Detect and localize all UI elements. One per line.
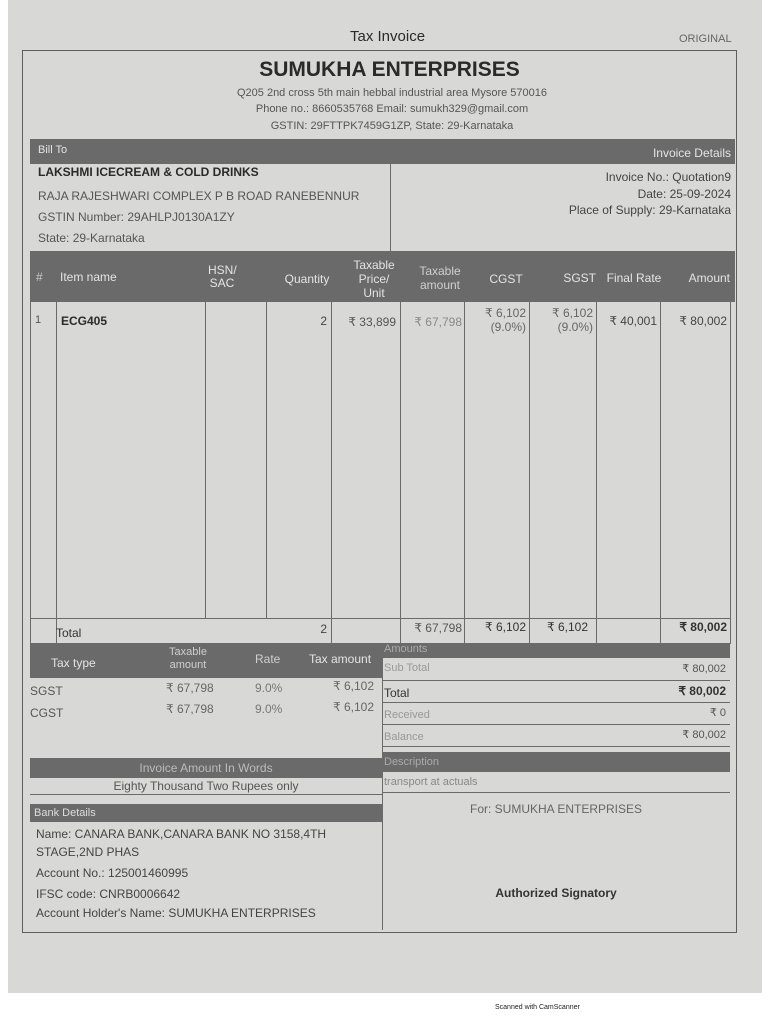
invoice-date: Date: 25-09-2024 [637,187,731,201]
description-heading: Description [384,756,440,768]
tax-amount: ₹ 6,102 [333,679,374,693]
authorized-signatory: Authorized Signatory [495,886,617,900]
bank-ifsc: IFSC code: CNRB0006642 [36,887,181,901]
col-quantity: Quantity [284,272,330,286]
tax-col-type: Tax type [51,656,96,670]
company-gstin: GSTIN: 29FTTPK7459G1ZP, State: 29-Karnataka [270,120,514,132]
billto-gstin: GSTIN Number: 29AHLPJ0130A1ZY [38,210,235,224]
grand-total-label: Total [384,686,410,700]
signature-for: For: SUMUKHA ENTERPRISES [469,802,643,816]
amounts-header-bar [382,644,730,658]
col-item: Item name [60,270,117,284]
company-address: Q205 2nd cross 5th main hebbal industrial area Mysore 570016 [236,87,548,99]
invoice-number: Invoice No.: Quotation9 [605,170,731,184]
tax-col-amount: Tax amount [309,652,372,666]
billto-state: State: 29-Karnataka [38,231,145,245]
company-name: SUMUKHA ENTERPRISES [259,58,520,81]
balance-label: Balance [384,731,424,743]
company-contact: Phone no.: 8660535768 Email: sumukh329@gmail.com [255,103,529,115]
received-value: ₹ 0 [709,707,726,719]
billto-heading: Bill To [38,144,68,156]
tax-col-taxable: Taxable amount [169,646,207,671]
total-label: Total [56,626,82,640]
amounts-heading: Amounts [384,643,428,655]
invoice-sheet [8,0,762,993]
tax-amount: ₹ 6,102 [333,700,374,714]
received-label: Received [384,709,430,721]
item-price: ₹ 33,899 [348,315,396,329]
bank-name-cont: STAGE,2ND PHAS [36,845,140,859]
place-of-supply: Place of Supply: 29-Karnataka [568,203,731,217]
item-sgst: ₹ 6,102 [552,306,593,320]
tax-taxable: ₹ 67,798 [166,681,214,695]
item-cgst: ₹ 6,102 [485,306,526,320]
invoice-details-heading: Invoice Details [652,146,731,160]
col-taxable: Taxable amount [419,264,461,292]
words-heading: Invoice Amount In Words [139,761,273,775]
bank-heading: Bank Details [34,807,96,819]
total-sgst: ₹ 6,102 [547,620,588,634]
billto-address: RAJA RAJESHWARI COMPLEX P B ROAD RANEBENNUR [38,189,360,203]
copy-label: ORIGINAL [679,33,732,45]
bank-holder: Account Holder's Name: SUMUKHA ENTERPRISES [36,906,316,920]
col-cgst: CGST [489,272,523,286]
total-qty: 2 [320,622,327,636]
total-cgst: ₹ 6,102 [485,620,526,634]
item-amount: ₹ 80,002 [679,314,727,328]
item-qty: 2 [320,314,327,328]
tax-rate: 9.0% [255,702,283,716]
billto-name: LAKSHMI ICECREAM & COLD DRINKS [38,165,259,179]
scanner-watermark: Scanned with CamScanner [495,1004,580,1011]
balance-value: ₹ 80,002 [682,729,726,741]
item-final-rate: ₹ 40,001 [609,314,657,328]
grand-total-value: ₹ 80,002 [678,684,726,698]
bank-account: Account No.: 125001460995 [36,866,189,880]
item-num: 1 [35,314,42,326]
subtotal-label: Sub Total [384,662,430,674]
description-value: transport at actuals [384,776,478,788]
item-sgst-rate: (9.0%) [557,320,593,334]
col-price: Taxable Price/ Unit [353,258,395,300]
tax-col-rate: Rate [255,652,281,666]
tax-rate: 9.0% [255,681,283,695]
item-taxable: ₹ 67,798 [414,315,462,329]
tax-type: CGST [30,706,64,720]
col-sgst: SGST [563,271,596,285]
tax-type: SGST [30,684,63,698]
col-final-rate: Final Rate [606,271,662,285]
amount-in-words: Eighty Thousand Two Rupees only [113,779,299,793]
bank-name: Name: CANARA BANK,CANARA BANK NO 3158,4TH [36,827,327,841]
document-title: Tax Invoice [350,28,426,45]
item-cgst-rate: (9.0%) [490,320,526,334]
total-taxable: ₹ 67,798 [414,621,462,635]
item-name: ECG405 [61,314,108,328]
col-num: # [36,270,43,284]
col-hsn: HSN/ SAC [208,263,237,290]
total-amount: ₹ 80,002 [679,620,727,634]
col-amount: Amount [688,271,730,285]
tax-taxable: ₹ 67,798 [166,702,214,716]
subtotal-value: ₹ 80,002 [682,663,726,675]
